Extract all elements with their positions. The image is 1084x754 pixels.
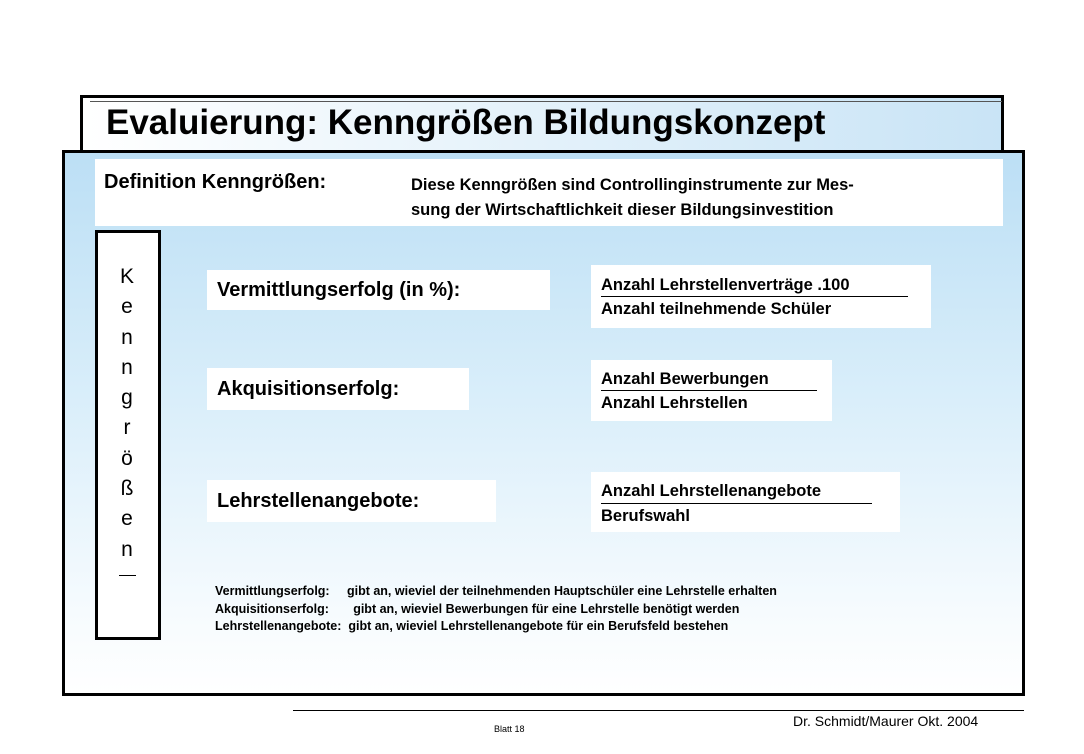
definition-label: Definition Kenngrößen: <box>104 171 327 193</box>
vertical-letter: n <box>121 325 133 349</box>
vertical-letter: K <box>119 265 134 288</box>
kpi-label-akquisitionserfolg: Akquisitionserfolg: <box>207 368 469 410</box>
vertical-letter: ß <box>120 477 134 501</box>
note-line: Vermittlungserfolg: gibt an, wieviel der teilnehmenden Hauptschüler eine Lehrstelle erhalten <box>215 584 777 598</box>
kpi-label-vermittlungserfolg: Vermittlungserfolg (in %): <box>207 270 550 310</box>
vertical-letter: g <box>121 386 133 410</box>
vertical-letter: e <box>121 507 133 531</box>
footer-author: Dr. Schmidt/Maurer Okt. 2004 <box>793 713 979 729</box>
fraction-line <box>601 390 817 391</box>
formula-denominator: Berufswahl <box>601 507 690 525</box>
fraction-line <box>601 296 908 297</box>
vertical-letter: ö <box>121 446 133 470</box>
vertical-letter: e <box>121 295 133 319</box>
formula-numerator: Anzahl Bewerbungen <box>601 370 769 388</box>
formula-vermittlungserfolg <box>591 265 931 328</box>
vertical-label-underline <box>119 575 136 576</box>
vertical-letter: n <box>121 355 133 379</box>
vertical-label-kenngroessen <box>112 262 142 565</box>
note-line: Lehrstellenangebote: gibt an, wieviel Lehrstellenangebote für ein Berufsfeld bestehen <box>215 619 729 633</box>
formula-denominator: Anzahl Lehrstellen <box>601 394 748 412</box>
fraction-line <box>601 503 872 504</box>
formula-akquisitionserfolg <box>591 360 832 421</box>
kpi-label-lehrstellenangebote: Lehrstellenangebote: <box>207 480 496 522</box>
definition-text-line1: Diese Kenngrößen sind Controllinginstrumente zur Mes- <box>411 176 854 194</box>
explanatory-notes <box>215 583 777 636</box>
formula-lehrstellenangebote <box>591 472 900 532</box>
formula-denominator: Anzahl teilnehmende Schüler <box>601 300 832 318</box>
slide-title: Evaluierung: Kenngrößen Bildungskonzept <box>106 103 826 142</box>
definition-text-line2: sung der Wirtschaftlichkeit dieser Bildungsinvestition <box>411 201 834 219</box>
footer-divider <box>293 710 1024 711</box>
title-divider <box>90 101 1002 102</box>
formula-numerator: Anzahl Lehrstellenverträge .100 <box>601 276 850 294</box>
note-line: Akquisitionserfolg: gibt an, wieviel Bewerbungen für eine Lehrstelle benötigt werden <box>215 601 740 616</box>
vertical-letter: r <box>123 416 131 440</box>
sheet-number: Blatt 18 <box>494 724 525 734</box>
vertical-letter: n <box>121 537 133 561</box>
formula-numerator: Anzahl Lehrstellenangebote <box>601 482 822 500</box>
